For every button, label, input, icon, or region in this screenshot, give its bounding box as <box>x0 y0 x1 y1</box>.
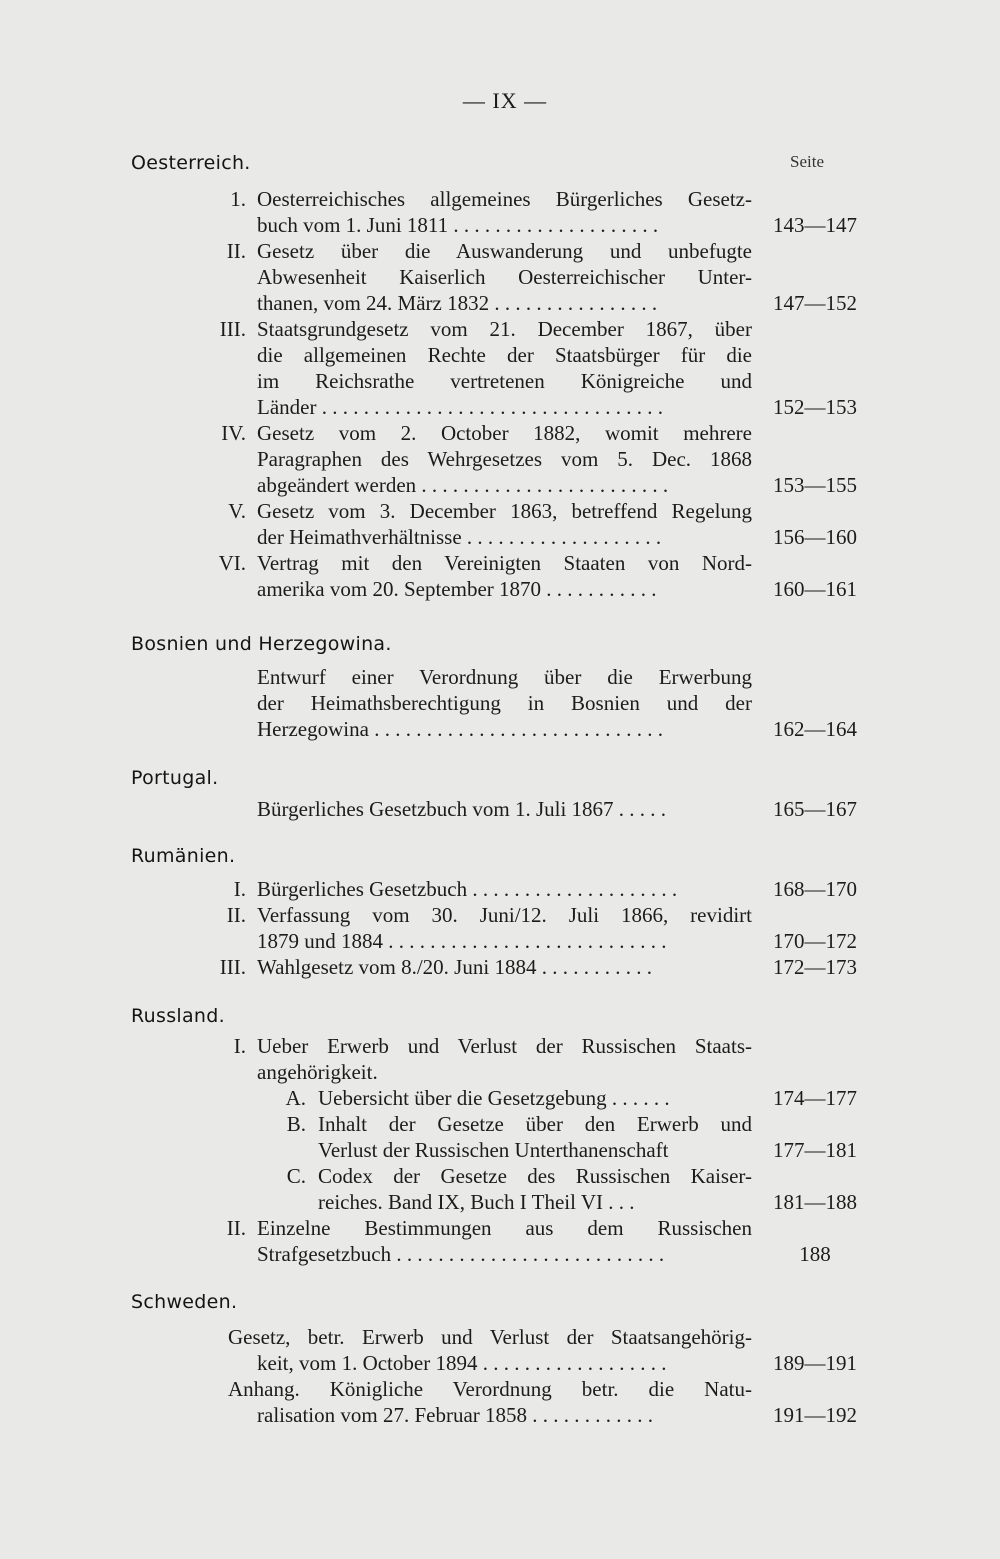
entry-text: Gesetz vom 3. December 1863, betreffend Regelung <box>257 499 752 523</box>
section-heading: Rumänien. <box>131 845 236 867</box>
toc-entry-line <box>0 716 1000 742</box>
entry-number: V. <box>228 499 246 523</box>
column-header-seite: Seite <box>790 152 824 171</box>
entry-number: I. <box>233 1034 246 1058</box>
entry-text: buch vom 1. Juni 1811 . . . . . . . . . . . . . . . . . . . . <box>257 213 659 237</box>
toc-entry-line <box>0 212 1000 238</box>
toc-entry-line <box>0 316 1000 342</box>
toc-entry-line <box>0 902 1000 928</box>
toc-entry-line <box>0 394 1000 420</box>
toc-entry-line <box>0 550 1000 576</box>
entry-text: Herzegowina . . . . . . . . . . . . . . . . . . . . . . . . . . . . <box>257 717 663 741</box>
page-range: 170—172 <box>773 929 857 953</box>
page-range: 174—177 <box>773 1086 857 1110</box>
entry-text: ralisation vom 27. Februar 1858 . . . . . . . . . . . . <box>257 1403 654 1427</box>
entry-text: Codex der Gesetze des Russischen Kaiser- <box>318 1164 752 1188</box>
toc-entry-line <box>0 1324 1000 1350</box>
entry-number: 1. <box>230 187 246 211</box>
toc-entry-line <box>0 690 1000 716</box>
entry-number: II. <box>226 903 246 927</box>
toc-entry-line <box>0 420 1000 446</box>
entry-text: Staatsgrundgesetz vom 21. December 1867, über <box>257 317 752 341</box>
toc-entry-line <box>0 1215 1000 1241</box>
toc-entry-line <box>0 186 1000 212</box>
section-heading: Russland. <box>131 1005 225 1027</box>
toc-entry-line <box>0 576 1000 602</box>
entry-number: C. <box>286 1164 306 1188</box>
page-range: 191—192 <box>773 1403 857 1427</box>
entry-text: angehörigkeit. <box>257 1060 378 1084</box>
entry-number: B. <box>286 1112 306 1136</box>
entry-text: Entwurf einer Verordnung über die Erwerbung <box>257 665 752 689</box>
entry-text: 1879 und 1884 . . . . . . . . . . . . . . . . . . . . . . . . . . . <box>257 929 667 953</box>
page-range: 181—188 <box>773 1190 857 1214</box>
entry-number: VI. <box>218 551 246 575</box>
entry-text: Oesterreichisches allgemeines Bürgerliches Gesetz- <box>257 187 752 211</box>
page-range: 147—152 <box>773 291 857 315</box>
page-range: 177—181 <box>773 1138 857 1162</box>
entry-text: Bürgerliches Gesetzbuch vom 1. Juli 1867 . . . . . <box>257 797 667 821</box>
page-range: 152—153 <box>773 395 857 419</box>
entry-text: thanen, vom 24. März 1832 . . . . . . . . . . . . . . . . <box>257 291 658 315</box>
entry-text: Paragraphen des Wehrgesetzes vom 5. Dec. 1868 <box>257 447 752 471</box>
toc-entry-line <box>0 1376 1000 1402</box>
entry-text: die allgemeinen Rechte der Staatsbürger für die <box>257 343 752 367</box>
entry-number: I. <box>233 877 246 901</box>
page-number: — IX — <box>462 88 548 113</box>
page-range: 165—167 <box>773 797 857 821</box>
toc-entry-line <box>0 1402 1000 1428</box>
toc-entry-line <box>0 876 1000 902</box>
entry-number: II. <box>226 1216 246 1240</box>
toc-entry-line <box>0 664 1000 690</box>
page-range: 160—161 <box>773 577 857 601</box>
toc-entry-line <box>0 954 1000 980</box>
entry-text: der Heimathsberechtigung in Bosnien und der <box>257 691 752 715</box>
entry-text: Bürgerliches Gesetzbuch . . . . . . . . . . . . . . . . . . . . <box>257 877 678 901</box>
section-heading: Oesterreich. <box>131 152 251 174</box>
entry-number: II. <box>226 239 246 263</box>
toc-entry-line <box>0 928 1000 954</box>
toc-entry-line <box>0 1163 1000 1189</box>
entry-text: Abwesenheit Kaiserlich Oesterreichischer Unter- <box>257 265 752 289</box>
entry-number: III. <box>219 955 246 979</box>
toc-entry-line <box>0 1059 1000 1085</box>
toc-entry-line <box>0 1111 1000 1137</box>
page-range: 162—164 <box>773 717 857 741</box>
toc-entry-line <box>0 498 1000 524</box>
entry-number: III. <box>219 317 246 341</box>
toc-entry-line <box>0 1350 1000 1376</box>
entry-text: Einzelne Bestimmungen aus dem Russischen <box>257 1216 752 1240</box>
entry-text: der Heimathverhältnisse . . . . . . . . . . . . . . . . . . . <box>257 525 662 549</box>
section-heading: Schweden. <box>131 1291 238 1313</box>
entry-text: Gesetz vom 2. October 1882, womit mehrere <box>257 421 752 445</box>
page-range: 172—173 <box>773 955 857 979</box>
entry-text: Gesetz über die Auswanderung und unbefugte <box>257 239 752 263</box>
entry-number: A. <box>285 1086 306 1110</box>
toc-entry-line <box>0 1033 1000 1059</box>
toc-entry-line <box>0 1137 1000 1163</box>
section-heading: Portugal. <box>131 767 219 789</box>
page-range: 153—155 <box>773 473 857 497</box>
page-range: 189—191 <box>773 1351 857 1375</box>
entry-text: Vertrag mit den Vereinigten Staaten von Nord- <box>257 551 752 575</box>
toc-entry-line <box>0 342 1000 368</box>
toc-entry-line <box>0 290 1000 316</box>
toc-entry-line <box>0 1189 1000 1215</box>
entry-text: reiches. Band IX, Buch I Theil VI . . . <box>318 1190 635 1214</box>
entry-text: Wahlgesetz vom 8./20. Juni 1884 . . . . . . . . . . . <box>257 955 652 979</box>
entry-text: Gesetz, betr. Erwerb und Verlust der Staatsangehörig- <box>228 1325 752 1349</box>
toc-entry-line <box>0 446 1000 472</box>
section-heading: Bosnien und Herzegowina. <box>131 633 392 655</box>
toc-entry-line <box>0 524 1000 550</box>
entry-text: Verfassung vom 30. Juni/12. Juli 1866, revidirt <box>257 903 752 927</box>
entry-text: Ueber Erwerb und Verlust der Russischen Staats- <box>257 1034 752 1058</box>
page-range: 168—170 <box>773 877 857 901</box>
page-range: 143—147 <box>773 213 857 237</box>
entry-text: abgeändert werden . . . . . . . . . . . . . . . . . . . . . . . . <box>257 473 669 497</box>
entry-text: Länder . . . . . . . . . . . . . . . . . . . . . . . . . . . . . . . . . <box>257 395 663 419</box>
entry-text: keit, vom 1. October 1894 . . . . . . . . . . . . . . . . . . <box>257 1351 667 1375</box>
toc-entry-line <box>0 1085 1000 1111</box>
toc-entry-line <box>0 796 1000 822</box>
toc-entry-line <box>0 238 1000 264</box>
entry-text: Uebersicht über die Gesetzgebung . . . . . . <box>318 1086 670 1110</box>
entry-text: Verlust der Russischen Unterthanenschaft <box>318 1138 669 1162</box>
entry-text: im Reichsrathe vertretenen Königreiche und <box>257 369 752 393</box>
page-range: 188 <box>799 1242 831 1266</box>
entry-text: Inhalt der Gesetze über den Erwerb und <box>318 1112 752 1136</box>
toc-entry-line <box>0 368 1000 394</box>
entry-number: IV. <box>221 421 246 445</box>
toc-entry-line <box>0 264 1000 290</box>
toc-entry-line <box>0 472 1000 498</box>
toc-entry-line <box>0 1241 1000 1267</box>
entry-text: Strafgesetzbuch . . . . . . . . . . . . . . . . . . . . . . . . . . <box>257 1242 665 1266</box>
page-range: 156—160 <box>773 525 857 549</box>
entry-text: amerika vom 20. September 1870 . . . . . . . . . . . <box>257 577 657 601</box>
entry-text: Anhang. Königliche Verordnung betr. die Natu- <box>228 1377 752 1401</box>
